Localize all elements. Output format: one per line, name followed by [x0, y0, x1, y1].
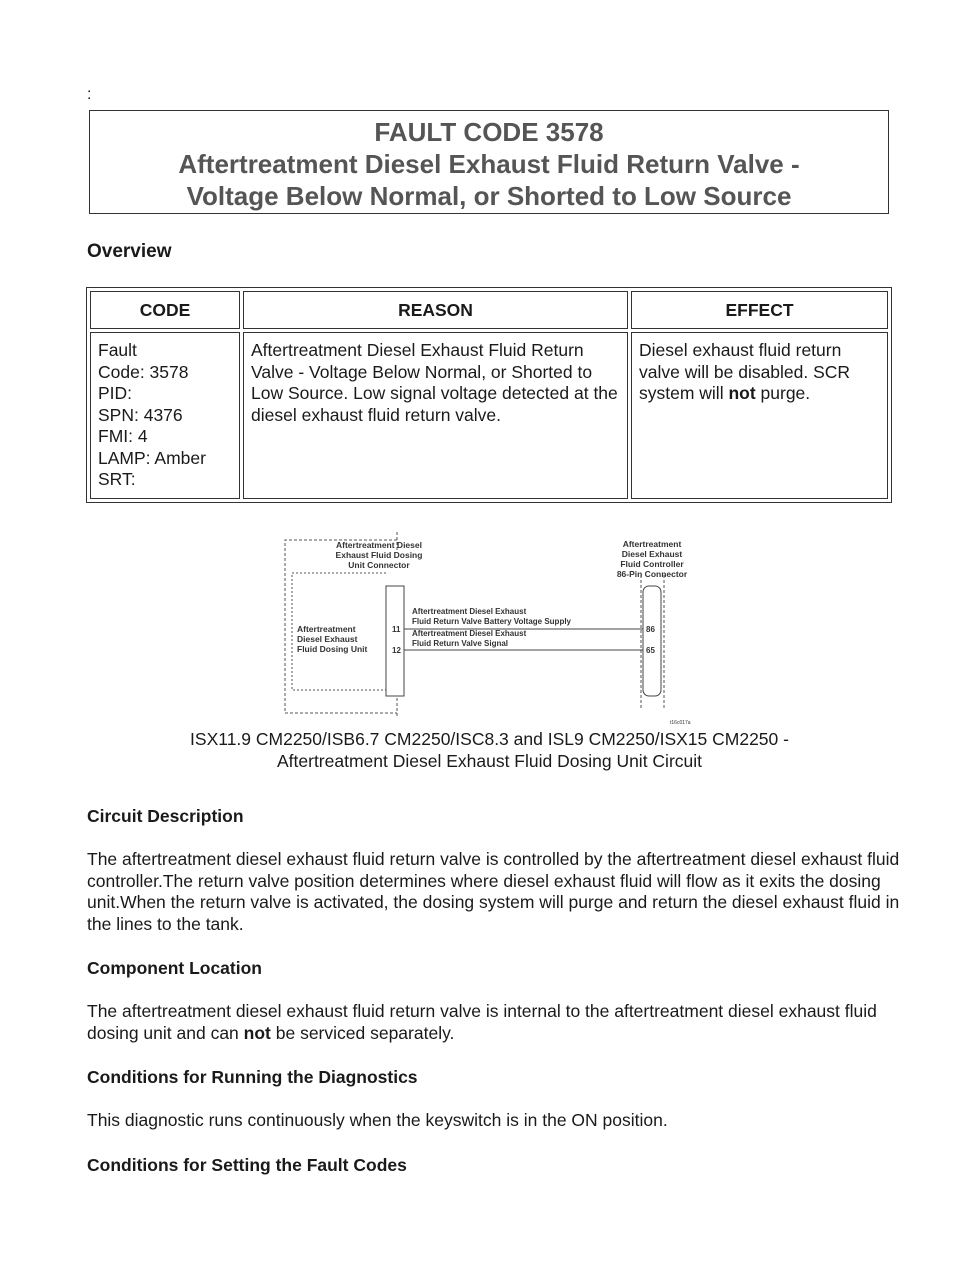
dosing-connector-label-1: Aftertreatment Diesel	[336, 540, 422, 550]
dosing-connector-label-2: Exhaust Fluid Dosing	[335, 550, 423, 560]
pin-right-86: 86	[646, 625, 655, 634]
caption-line-2: Aftertreatment Diesel Exhaust Fluid Dosing Unit Circuit	[276, 750, 703, 771]
fault-title-line-1: Aftertreatment Diesel Exhaust Fluid Return Valve -	[178, 149, 800, 179]
dosing-connector-shape	[386, 586, 404, 696]
code-line: Code: 3578	[98, 361, 189, 382]
running-diagnostics-heading: Conditions for Running the Diagnostics	[87, 1067, 418, 1087]
caption-line-1: ISX11.9 CM2250/ISB6.7 CM2250/ISC8.3 and ISL9 CM2250/ISX15 CM2250 -	[190, 729, 789, 749]
code-line: LAMP: Amber	[98, 447, 206, 468]
figure-caption	[100, 729, 879, 772]
component-location-text	[87, 1001, 907, 1044]
code-line: PID:	[98, 383, 133, 403]
component-location-heading: Component Location	[87, 958, 262, 978]
header-reason: REASON	[243, 291, 628, 329]
effect-text-end: purge.	[755, 383, 811, 403]
overview-table	[86, 287, 892, 503]
effect-text: Diesel exhaust fluid return valve will be disabled. SCR system will	[639, 340, 851, 403]
wire2-label-1: Aftertreatment Diesel Exhaust	[412, 629, 527, 638]
pin-left-12: 12	[392, 646, 401, 655]
wire2-label-2: Fluid Return Valve Signal	[412, 639, 509, 648]
effect-bold: not	[728, 383, 756, 403]
code-line: SPN: 4376	[98, 404, 183, 425]
header-effect: EFFECT	[631, 291, 888, 329]
controller-label-1: Aftertreatment	[622, 539, 682, 549]
cell-effect	[631, 332, 888, 499]
code-line: FMI: 4	[98, 426, 148, 446]
running-diagnostics-text: This diagnostic runs continuously when the keyswitch is in the ON position.	[87, 1110, 668, 1130]
pin-left-11: 11	[392, 625, 401, 634]
dosing-connector-label-3: Unit Connector	[348, 560, 410, 570]
setting-fault-codes-heading: Conditions for Setting the Fault Codes	[87, 1155, 407, 1175]
wire1-label-2: Fluid Return Valve Battery Voltage Supply	[412, 617, 571, 626]
header-code: CODE	[90, 291, 240, 329]
fault-code-title: FAULT CODE 3578	[374, 117, 604, 147]
figure-id: t16c017a	[670, 720, 691, 726]
dosing-unit-label-2: Diesel Exhaust	[297, 634, 358, 644]
title-box	[89, 110, 889, 214]
cell-code	[90, 332, 240, 499]
leading-colon: :	[87, 86, 92, 103]
component-text: The aftertreatment diesel exhaust fluid return valve is internal to the aftertreatment diesel exhaust fluid dosing unit and can	[87, 1001, 877, 1043]
component-text-end: be serviced separately.	[270, 1022, 455, 1043]
dosing-unit-label-1: Aftertreatment	[297, 624, 356, 634]
circuit-description-heading: Circuit Description	[87, 806, 244, 826]
circuit-description-text: The aftertreatment diesel exhaust fluid return valve is controlled by the aftertreatment diesel exhaust fluid controller.The return valve position determines where diesel exhaust fluid will flow as it exits the dosing unit.When the return valve is activated, the dosing system will purge and return the diesel exhaust fluid in the lines to the tank.	[87, 849, 900, 934]
code-line: SRT:	[98, 469, 136, 489]
table-row	[90, 332, 888, 499]
controller-label-2: Diesel Exhaust	[621, 549, 683, 559]
overview-heading: Overview	[87, 241, 172, 262]
controller-label-3: Fluid Controller	[620, 559, 684, 569]
component-bold: not	[243, 1022, 271, 1043]
table-header-row	[90, 291, 888, 329]
circuit-diagram	[282, 530, 698, 726]
wire1-label-1: Aftertreatment Diesel Exhaust	[412, 607, 527, 616]
dosing-unit-label-3: Fluid Dosing Unit	[297, 644, 368, 654]
controller-connector-shape	[643, 586, 661, 696]
controller-label-4: 86-Pin Connector	[616, 569, 688, 579]
fault-title-line-2: Voltage Below Normal, or Shorted to Low Source	[186, 181, 792, 211]
cell-reason: Aftertreatment Diesel Exhaust Fluid Return Valve - Voltage Below Normal, or Shorted to Low Source. Low signal voltage detected at the diesel exhaust fluid return valve.	[243, 332, 628, 499]
pin-right-65: 65	[646, 646, 655, 655]
code-line: Fault	[98, 340, 137, 360]
